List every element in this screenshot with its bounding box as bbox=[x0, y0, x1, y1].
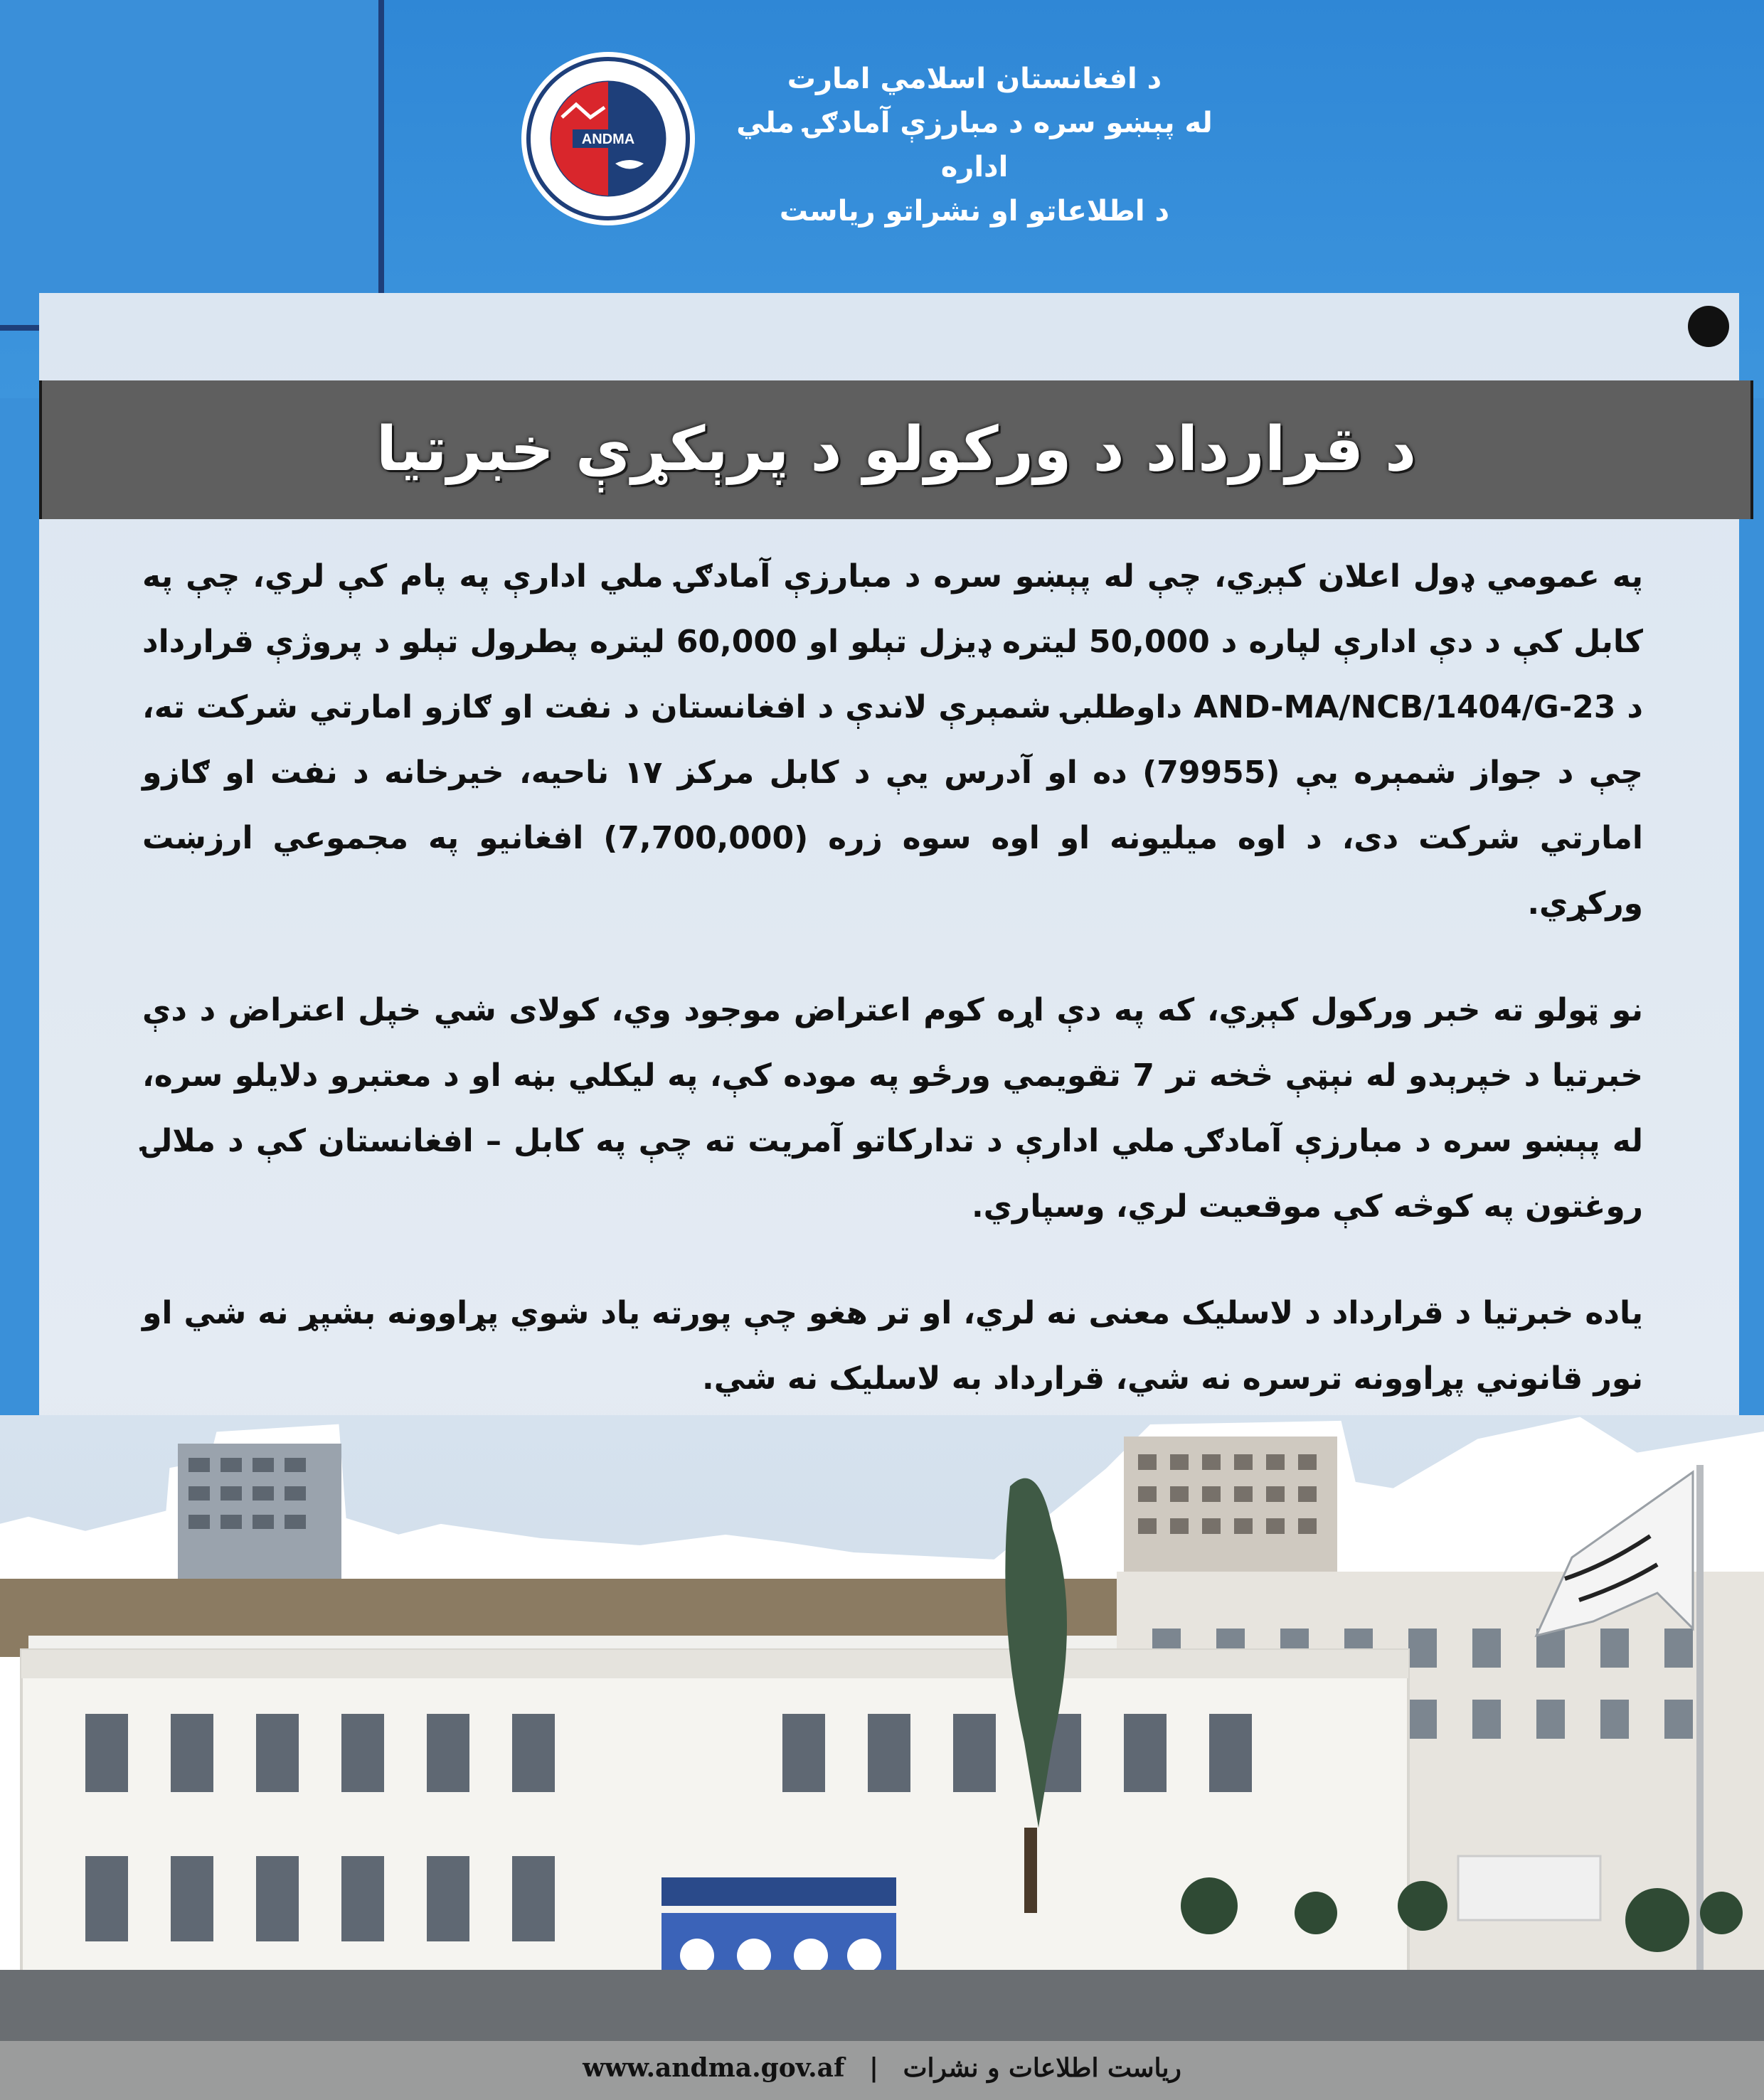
building-photo bbox=[0, 1415, 1764, 2100]
footer bbox=[0, 2040, 1764, 2100]
header-lines bbox=[718, 57, 1231, 233]
notice-body bbox=[142, 544, 1643, 1453]
paragraph-1: په عمومي ډول اعلان کېږي، چې له پېښو سره د مبارزې آمادګۍ ملي ادارې په پام کې لري، چې په کابل کې د دې ادارې لپاره د 50,000 ليتره ډيزل تېلو او 60,000 ليتره پطرول تېلو د پروژې قرارداد د AND-MA/NCB/1404/G-23 داوطلبۍ شمېرې لاندې د افغانستان د نفت او ګازو امارتي شرکت ته، چې د جواز شمېره يې (79955) ده او آدرس يې د کابل مرکز ۱۷ ناحيه، خيرخانه د نفت او ګازو امارتي شرکت دی، د اوه ميليونه او اوه سوه زره (7,700,000) افغانيو په مجموعي ارزښت ورکړي. bbox=[142, 558, 1644, 922]
website-link[interactable]: www.andma.gov.af bbox=[583, 2053, 845, 2083]
corner-frame bbox=[0, 0, 384, 331]
footer-inner bbox=[583, 2051, 1181, 2083]
header-line-authority: له پېښو سره د مبارزې آمادګۍ ملي اداره bbox=[736, 107, 1213, 183]
header-line-directorate: د اطلاعاتو او نشراتو رياست bbox=[779, 195, 1170, 228]
footer-separator: | bbox=[868, 2053, 879, 2083]
decorative-dot bbox=[1688, 306, 1729, 347]
paragraph-2: نو ټولو ته خبر ورکول کېږي، که په دې اړه کوم اعتراض موجود وي، کولای شي خپل اعتراض د دې خبرتيا د خپرېدو له نېټې څخه تر 7 تقويمي ورځو په موده کې، په ليکلي بڼه او د معتبرو دلايلو سره، له پېښو سره د مبارزې آمادګۍ ملي ادارې د تدارکاتو آمريت ته چې په کابل – افغانستان کې د ملالۍ روغتون په کوڅه کې موقعيت لري، وسپاري. bbox=[142, 992, 1643, 1225]
title-bar bbox=[39, 380, 1753, 519]
logo-text: ANDMA bbox=[581, 132, 635, 147]
department-name: رياست اطلاعات و نشرات bbox=[903, 2053, 1181, 2083]
paragraph-3: ياده خبرتيا د قرارداد د لاسليک معنی نه لري، او تر هغو چې پورته ياد شوي پړاوونه بشپړ نه شي او نور قانوني پړاوونه ترسره نه شي، قرارداد به لاسليک نه شي. bbox=[142, 1295, 1643, 1397]
andma-logo bbox=[519, 50, 697, 228]
header-line-emirate: د افغانستان اسلامي امارت bbox=[787, 63, 1162, 95]
notice-title: د قرارداد د ورکولو د پرېکړې خبرتيا bbox=[376, 414, 1417, 485]
